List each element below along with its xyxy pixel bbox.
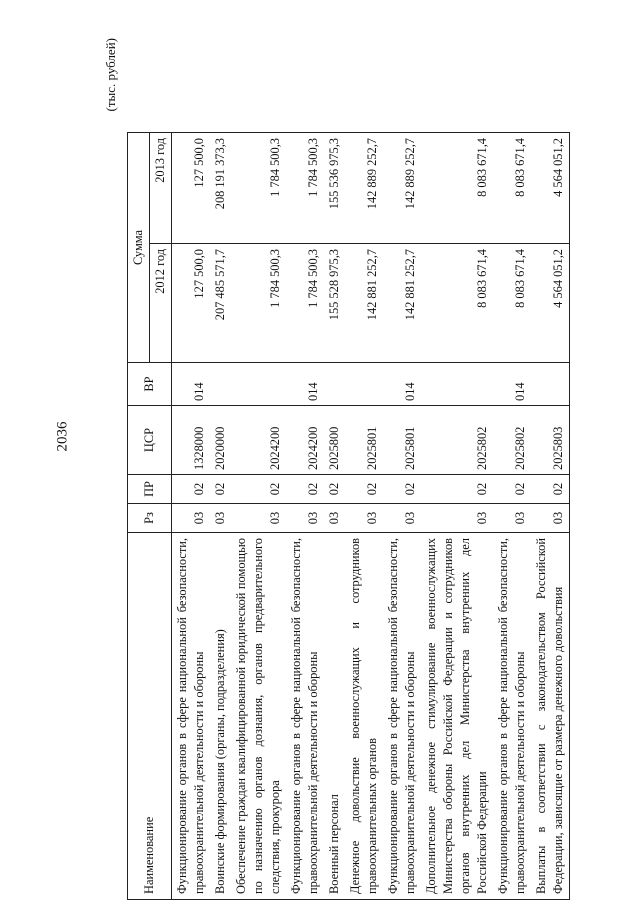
header-vr: ВР xyxy=(128,363,172,406)
table-row xyxy=(531,133,570,900)
row-amount-2012: 8 083 671,4 xyxy=(493,244,531,363)
row-vr: 014 xyxy=(493,363,531,406)
row-csr: 2025803 xyxy=(531,406,570,475)
row-rz: 03 xyxy=(383,504,421,533)
table-row xyxy=(383,133,421,900)
row-name: Функционирование органов в сфере национальной безопасности, правоохранительной деятельности и обороны xyxy=(286,533,324,900)
row-amount-2013: 4 564 051,2 xyxy=(531,133,570,244)
row-vr xyxy=(231,363,286,406)
budget-table xyxy=(127,132,570,900)
row-name: Обеспечение граждан квалифицированной юридической помощью по назначению органов дознания, органов предварительного следствия, прокурора xyxy=(231,533,286,900)
header-pr: ПР xyxy=(128,475,172,504)
row-csr: 2025801 xyxy=(383,406,421,475)
row-vr: 014 xyxy=(383,363,421,406)
header-2013: 2013 год xyxy=(150,133,172,244)
row-pr: 02 xyxy=(493,475,531,504)
table-row xyxy=(231,133,286,900)
row-amount-2013: 142 889 252,7 xyxy=(383,133,421,244)
row-vr xyxy=(421,363,493,406)
row-name: Воинские формирования (органы, подразделения) xyxy=(210,533,231,900)
row-csr: 2024200 xyxy=(231,406,286,475)
header-name: Наименование xyxy=(128,533,172,900)
row-amount-2012: 155 528 975,3 xyxy=(324,244,345,363)
row-vr xyxy=(210,363,231,406)
row-name: Дополнительное денежное стимулирование военнослужащих Министерства обороны Российской Федерации и сотрудников органов внутренних дел Министерства внутренних дел Российской Федерации xyxy=(421,533,493,900)
row-name: Функционирование органов в сфере национальной безопасности, правоохранительной деятельности и обороны xyxy=(172,533,211,900)
row-csr: 2024200 xyxy=(286,406,324,475)
row-name: Функционирование органов в сфере национальной безопасности, правоохранительной деятельности и обороны xyxy=(493,533,531,900)
row-csr: 2025802 xyxy=(493,406,531,475)
row-rz: 03 xyxy=(421,504,493,533)
header-sum: Сумма xyxy=(128,133,150,363)
row-pr: 02 xyxy=(231,475,286,504)
row-vr xyxy=(324,363,345,406)
row-vr xyxy=(345,363,383,406)
table-row xyxy=(286,133,324,900)
row-amount-2013: 1 784 500,3 xyxy=(231,133,286,244)
row-rz: 03 xyxy=(493,504,531,533)
row-csr: 2025800 xyxy=(324,406,345,475)
row-name: Военный персонал xyxy=(324,533,345,900)
table-row xyxy=(210,133,231,900)
row-pr: 02 xyxy=(345,475,383,504)
row-pr: 02 xyxy=(210,475,231,504)
row-rz: 03 xyxy=(345,504,383,533)
row-amount-2013: 8 083 671,4 xyxy=(421,133,493,244)
row-rz: 03 xyxy=(231,504,286,533)
row-amount-2013: 155 536 975,3 xyxy=(324,133,345,244)
row-rz: 03 xyxy=(324,504,345,533)
row-amount-2012: 4 564 051,2 xyxy=(531,244,570,363)
row-csr: 2025801 xyxy=(345,406,383,475)
header-csr: ЦСР xyxy=(128,406,172,475)
header-row xyxy=(128,133,150,900)
table-row xyxy=(421,133,493,900)
row-amount-2012: 207 485 571,7 xyxy=(210,244,231,363)
row-vr: 014 xyxy=(286,363,324,406)
row-amount-2013: 8 083 671,4 xyxy=(493,133,531,244)
row-amount-2013: 208 191 373,3 xyxy=(210,133,231,244)
row-csr: 1328000 xyxy=(172,406,211,475)
header-2012: 2012 год xyxy=(150,244,172,363)
row-csr: 2025802 xyxy=(421,406,493,475)
row-csr: 2020000 xyxy=(210,406,231,475)
row-vr xyxy=(531,363,570,406)
row-amount-2013: 127 500,0 xyxy=(172,133,211,244)
table-row xyxy=(324,133,345,900)
row-amount-2013: 1 784 500,3 xyxy=(286,133,324,244)
row-amount-2012: 8 083 671,4 xyxy=(421,244,493,363)
row-rz: 03 xyxy=(210,504,231,533)
row-amount-2013: 142 889 252,7 xyxy=(345,133,383,244)
row-pr: 02 xyxy=(531,475,570,504)
table-row xyxy=(493,133,531,900)
row-amount-2012: 142 881 252,7 xyxy=(383,244,421,363)
row-pr: 02 xyxy=(172,475,211,504)
row-amount-2012: 1 784 500,3 xyxy=(286,244,324,363)
row-rz: 03 xyxy=(286,504,324,533)
row-rz: 03 xyxy=(531,504,570,533)
row-amount-2012: 1 784 500,3 xyxy=(231,244,286,363)
row-pr: 02 xyxy=(421,475,493,504)
table-row xyxy=(172,133,211,900)
units-label: (тыс. рублей) xyxy=(103,38,118,112)
page-number: 2036 xyxy=(54,421,71,452)
row-amount-2012: 127 500,0 xyxy=(172,244,211,363)
row-pr: 02 xyxy=(286,475,324,504)
row-pr: 02 xyxy=(324,475,345,504)
row-rz: 03 xyxy=(172,504,211,533)
row-name: Выплаты в соответствии с законодательством Российской Федерации, зависящие от размера денежного довольствия xyxy=(531,533,570,900)
budget-table-sheet xyxy=(105,30,615,900)
table-row xyxy=(345,133,383,900)
row-amount-2012: 142 881 252,7 xyxy=(345,244,383,363)
row-vr: 014 xyxy=(172,363,211,406)
row-name: Денежное довольствие военнослужащих и сотрудников правоохранительных органов xyxy=(345,533,383,900)
header-rz: Рз xyxy=(128,504,172,533)
row-name: Функционирование органов в сфере национальной безопасности, правоохранительной деятельности и обороны xyxy=(383,533,421,900)
row-pr: 02 xyxy=(383,475,421,504)
